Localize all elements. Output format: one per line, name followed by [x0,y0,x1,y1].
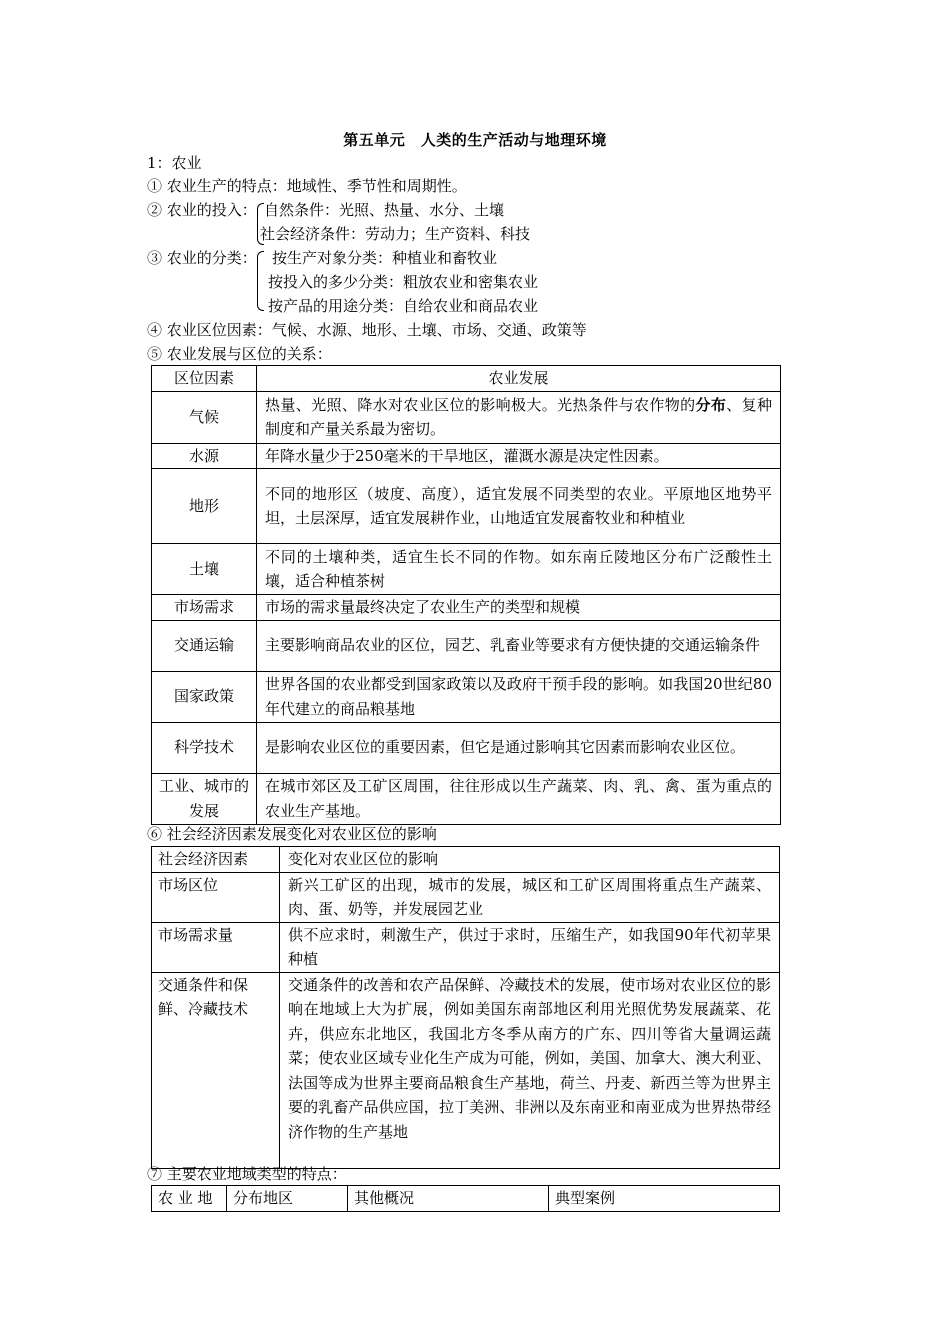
agricultural-region-types-table [151,1185,780,1212]
cell-text: 热量、光照、降水对农业区位的影响极大。光热条件与农作物的 [265,395,696,414]
brace [257,251,264,311]
table-cell-factor: 交通条件和保鲜、冷藏技术 [152,972,280,1168]
table-cell-factor: 市场需求量 [152,922,280,972]
table-cell-factor: 水源 [152,443,257,469]
table-cell-text: 新兴工矿区的出现，城市的发展，城区和工矿区周围将重点生产蔬菜、肉、蛋、奶等，并发展园艺业 [280,872,780,922]
table-cell-text: 年降水量少于250毫米的干旱地区，灌溉水源是决定性因素。 [257,443,781,469]
table-header: 社会经济因素 [152,847,280,873]
point-5: ⑤ 农业发展与区位的关系： [147,345,332,363]
bold-term: 分布 [695,395,727,414]
socioeconomic-factors-table [151,846,780,1169]
table-cell-text: 市场的需求量最终决定了农业生产的类型和规模 [257,595,781,621]
table-cell-factor: 地形 [152,469,257,544]
table-cell-text: 交通条件的改善和农产品保鲜、冷藏技术的发展，使市场对农业区位的影响在地域上大为扩展，例如美国东南部地区利用光照优势发展蔬菜、花卉，供应东北地区，我国北方冬季从南方的广东、四川等省大量调运蔬菜；使农业区域专业化生产成为可能，例如，美国、加拿大、澳大利亚、法国等成为世界主要商品粮食生产基地，荷兰、丹麦、新西兰等为世界主要的乳畜产品供应国，拉丁美洲、非洲以及东南亚和南亚成为世界热带经济作物的生产基地 [280,972,780,1168]
table-cell-factor: 市场区位 [152,872,280,922]
point-3-label: ③ 农业的分类： [147,249,257,267]
section-heading: 1：农业 [147,154,202,172]
table-header: 变化对农业区位的影响 [280,847,780,873]
table-cell-factor: 土壤 [152,544,257,595]
page-title: 第五单元 人类的生产活动与地理环境 [343,131,607,149]
table-header: 农 业 地 [152,1186,227,1212]
point-4: ④ 农业区位因素：气候、水源、地形、土壤、市场、交通、政策等 [147,321,587,339]
table-header: 典型案例 [549,1186,780,1212]
table-header: 农业发展 [257,366,781,392]
table-cell-text: 主要影响商品农业的区位，园艺、乳畜业等要求有方便快捷的交通运输条件 [257,620,781,671]
cell-text: 、复种制度和产量关系最为密切。 [265,395,772,438]
table-cell-factor: 市场需求 [152,595,257,621]
table-cell-text: 在城市郊区及工矿区周围，往往形成以生产蔬菜、肉、乳、禽、蛋为重点的农业生产基地。 [257,773,781,824]
table-cell-text: 不同的土壤种类，适宜生长不同的作物。如东南丘陵地区分布广泛酸性土壤，适合种植茶树 [257,544,781,595]
point-2-item: 自然条件：光照、热量、水分、土壤 [264,201,505,219]
point-6: ⑥ 社会经济因素发展变化对农业区位的影响 [147,825,437,843]
table-cell-factor: 科学技术 [152,722,257,773]
point-3-item: 按生产对象分类：种植业和畜牧业 [272,249,498,267]
table-cell-text: 供不应求时，刺激生产，供过于求时，压缩生产，如我国90年代初苹果种植 [280,922,780,972]
table-header: 区位因素 [152,366,257,392]
location-factors-table [151,365,781,825]
point-3-item: 按产品的用途分类：自给农业和商品农业 [268,297,539,315]
point-2-item: 社会经济条件：劳动力；生产资料、科技 [260,225,531,243]
point-3-item: 按投入的多少分类：粗放农业和密集农业 [268,273,539,291]
table-cell-factor: 工业、城市的发展 [152,773,257,824]
point-7: ⑦ 主要农业地域类型的特点： [147,1165,347,1183]
table-cell-text: 不同的地形区（坡度、高度），适宜发展不同类型的农业。平原地区地势平坦，土层深厚，适宜发展耕作业，山地适宜发展畜牧业和种植业 [257,469,781,544]
table-cell-factor: 国家政策 [152,671,257,722]
point-2-label: ② 农业的投入： [147,201,257,219]
table-cell-text [257,391,781,443]
table-cell-text: 世界各国的农业都受到国家政策以及政府干预手段的影响。如我国20世纪80年代建立的商品粮基地 [257,671,781,722]
point-1: ① 农业生产的特点：地域性、季节性和周期性。 [147,177,467,195]
table-cell-factor: 交通运输 [152,620,257,671]
table-header: 分布地区 [227,1186,348,1212]
table-cell-text: 是影响农业区位的重要因素，但它是通过影响其它因素而影响农业区位。 [257,722,781,773]
table-header: 其他概况 [348,1186,549,1212]
table-cell-factor: 气候 [152,391,257,443]
